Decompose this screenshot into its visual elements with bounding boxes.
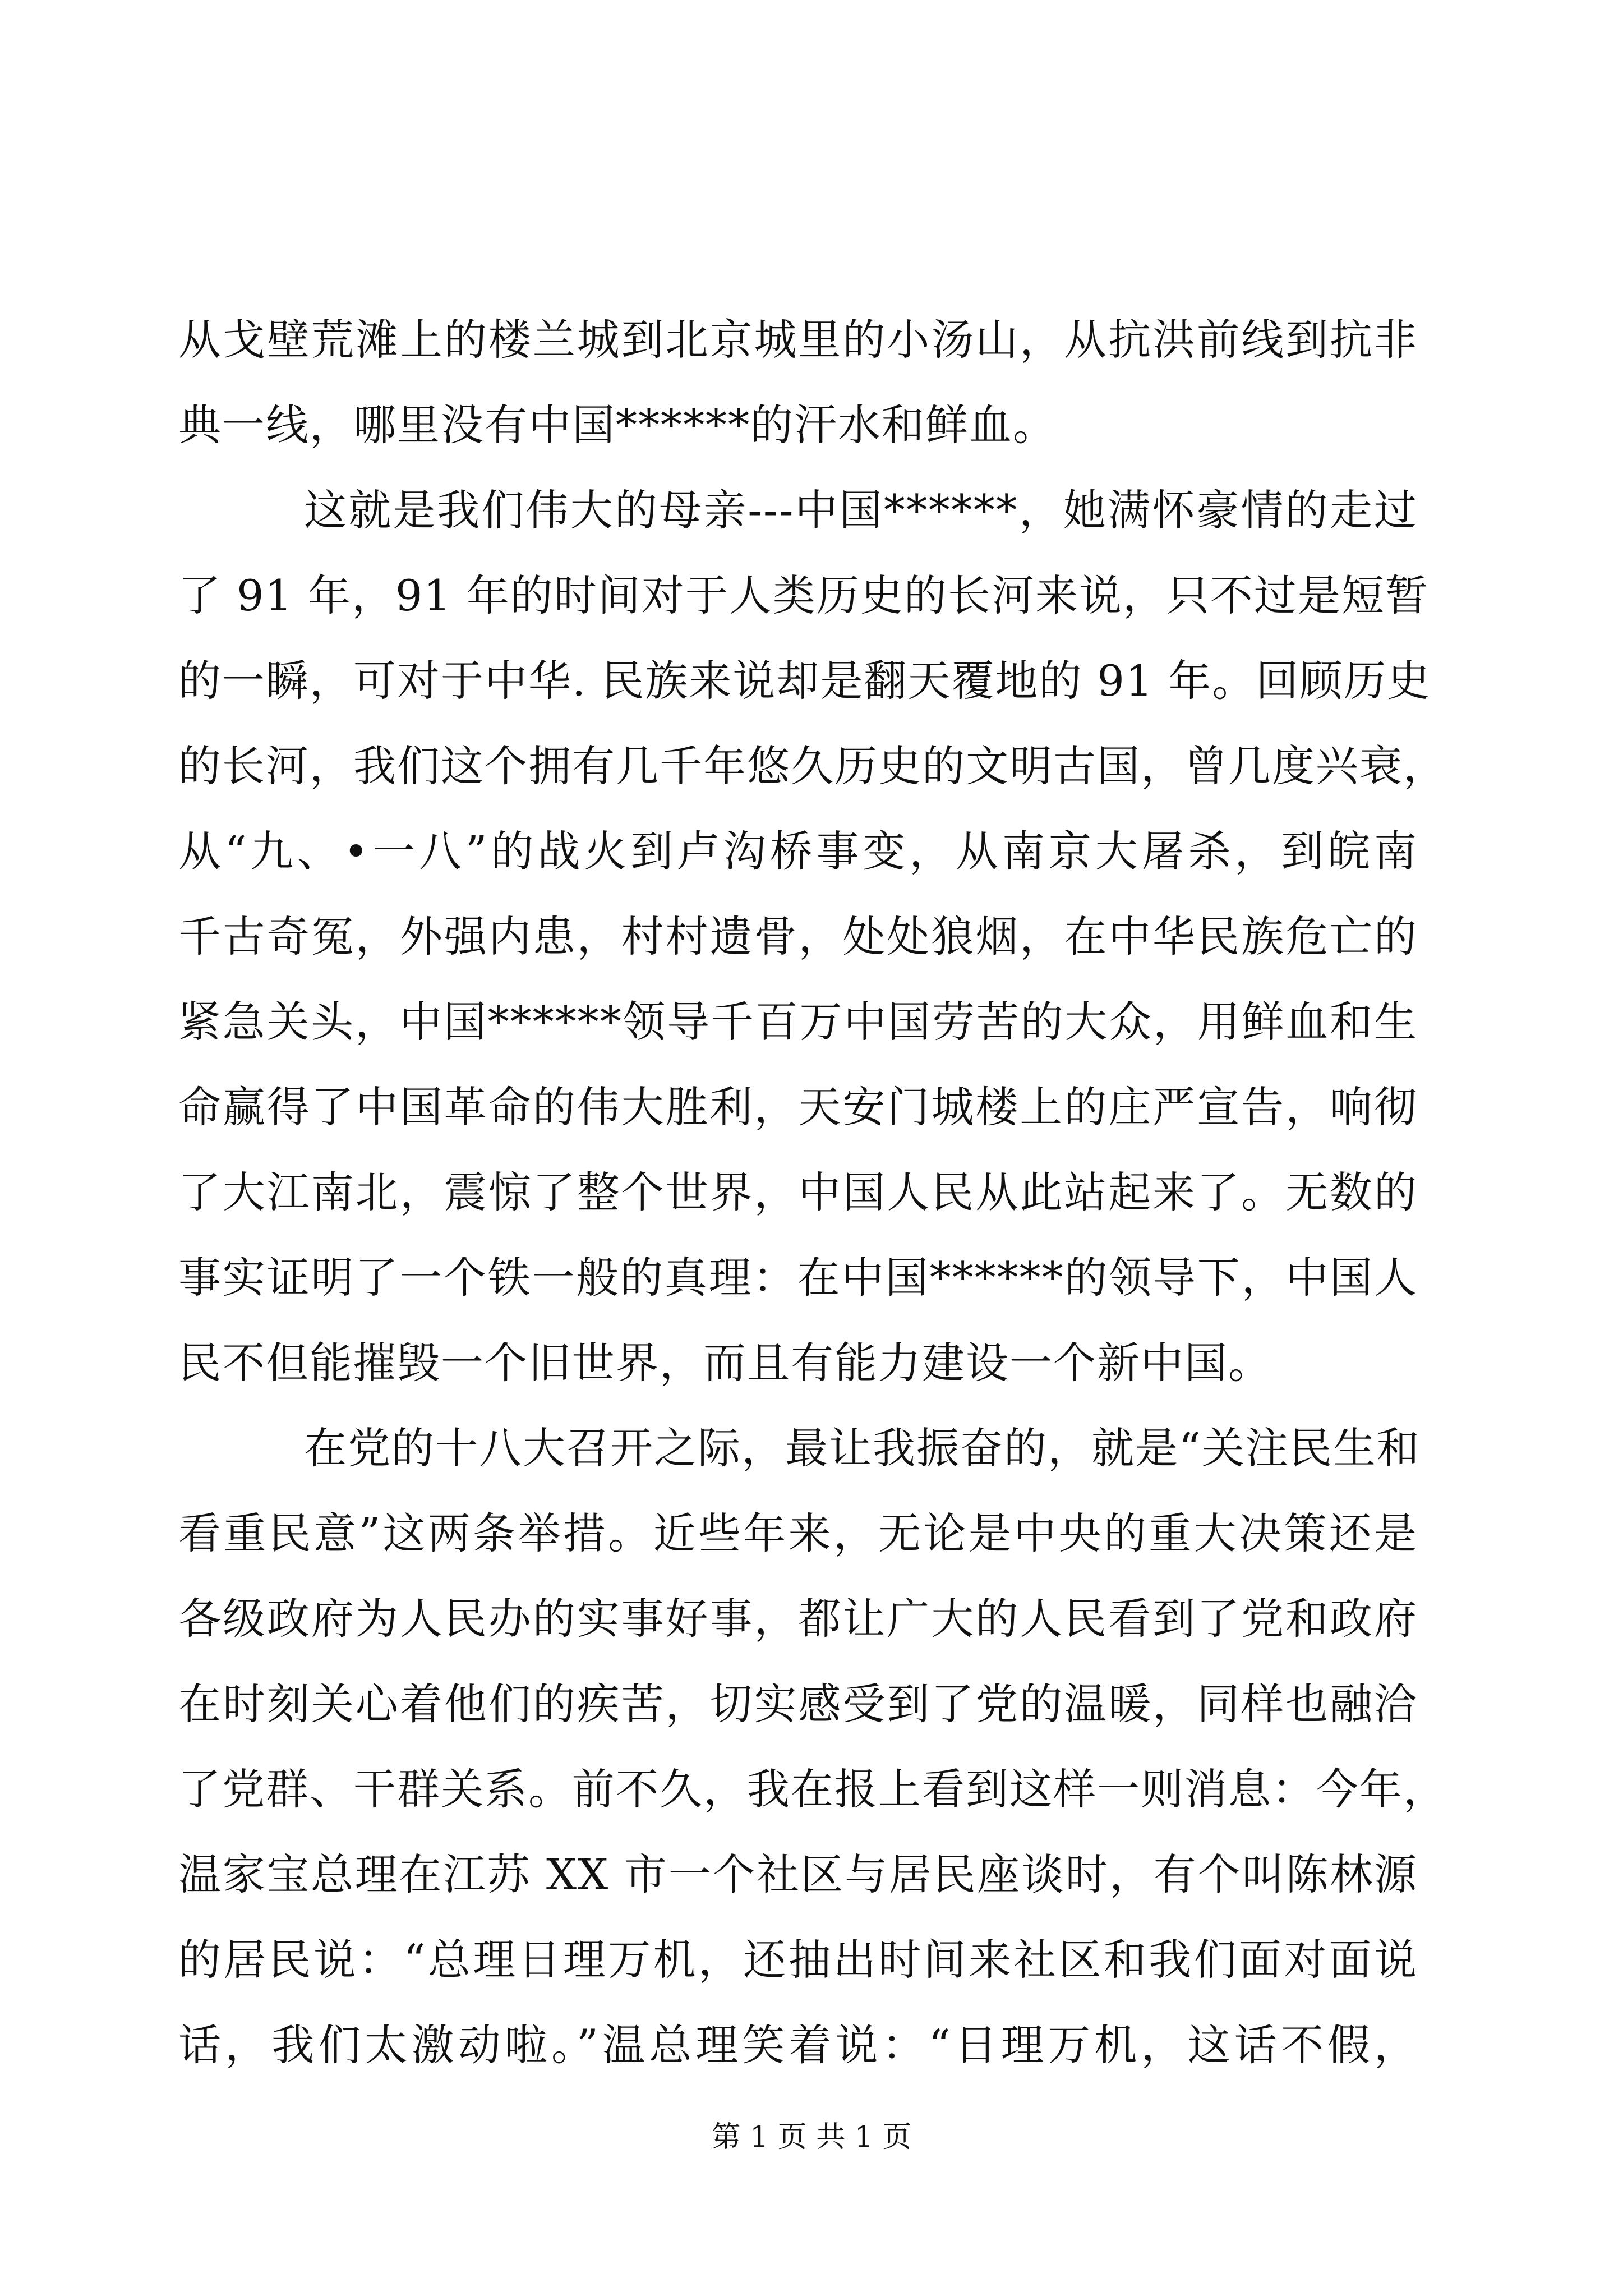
text-line: 了党群、干群关系。前不久，我在报上看到这样一则消息：今年， — [178, 1764, 1447, 1814]
text-line: 千古奇冤，外强内患，村村遗骨，处处狼烟，在中华民族危亡的 — [178, 912, 1418, 961]
paragraph-first-line: 这就是我们伟大的母亲---中国******，她满怀豪情的走过 — [304, 485, 1418, 535]
text-line: 从戈壁荒滩上的楼兰城到北京城里的小汤山，从抗洪前线到抗非 — [178, 315, 1418, 365]
text-line: 各级政府为人民办的实事好事，都让广大的人民看到了党和政府 — [178, 1594, 1418, 1644]
text-line: 了 91 年，91 年的时间对于人类历史的长河来说，只不过是短暂 — [178, 570, 1429, 620]
text-line: 的长河，我们这个拥有几千年悠久历史的文明古国，曾几度兴衰， — [178, 741, 1447, 791]
text-line: 民不但能摧毁一个旧世界，而且有能力建设一个新中国。 — [178, 1338, 1272, 1388]
text-line: 的一瞬，可对于中华. 民族来说却是翻天覆地的 91 年。回顾历史 — [178, 656, 1431, 706]
text-line: 看重民意”这两条举措。近些年来，无论是中央的重大决策还是 — [178, 1508, 1418, 1558]
text-line: 从“九、•一八”的战火到卢沟桥事变，从南京大屠杀，到皖南 — [178, 826, 1418, 876]
text-line: 的居民说：“总理日理万机，还抽出时间来社区和我们面对面说 — [178, 1935, 1418, 1985]
text-line: 话，我们太激动啦。”温总理笑着说：“日理万机，这话不假， — [178, 2020, 1418, 2070]
text-line: 命赢得了中国革命的伟大胜利，天安门城楼上的庄严宣告，响彻 — [178, 1082, 1418, 1132]
text-line: 事实证明了一个铁一般的真理：在中国******的领导下，中国人 — [178, 1253, 1418, 1303]
text-line: 典一线，哪里没有中国******的汗水和鲜血。 — [178, 400, 1057, 450]
text-line: 温家宝总理在江苏 XX 市一个社区与居民座谈时，有个叫陈林源 — [178, 1849, 1418, 1899]
text-line: 在时刻关心着他们的疾苦，切实感受到了党的温暖，同样也融洽 — [178, 1679, 1418, 1729]
page-footer — [0, 2118, 1623, 2157]
paragraph-first-line: 在党的十八大召开之际，最让我振奋的，就是“关注民生和 — [304, 1423, 1421, 1473]
body-text — [178, 297, 1447, 2088]
page-number-label: 第 1 页 共 1 页 — [711, 2120, 912, 2154]
text-line: 了大江南北，震惊了整个世界，中国人民从此站起来了。无数的 — [178, 1167, 1418, 1217]
text-line: 紧急关头，中国******领导千百万中国劳苦的大众，用鲜血和生 — [178, 997, 1418, 1047]
